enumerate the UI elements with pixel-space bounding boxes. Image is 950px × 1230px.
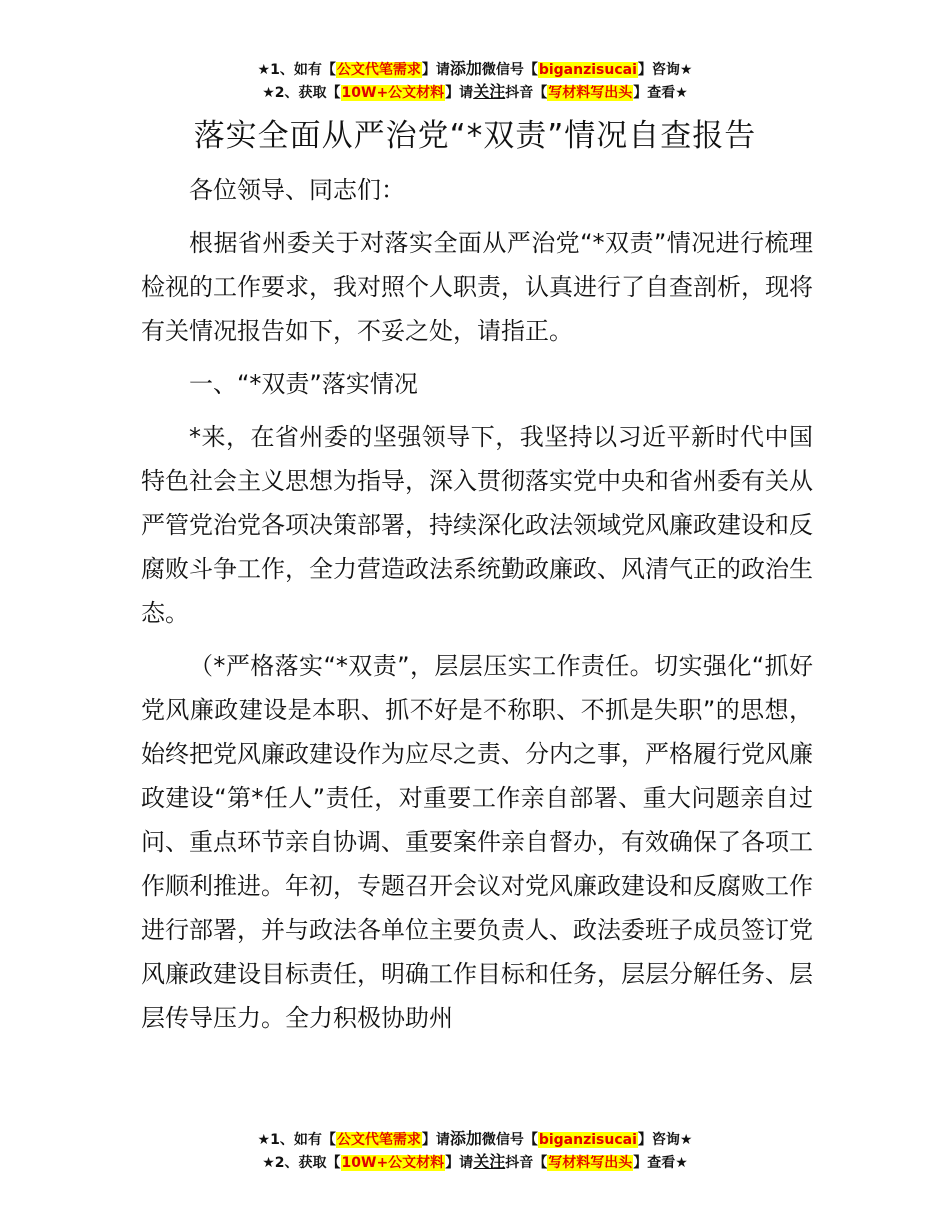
promo-douyin-account: 写材料写出头 <box>548 1155 633 1171</box>
star-icon: ★ <box>679 62 693 78</box>
section-heading: 一、“*双责”落实情况 <box>189 370 418 398</box>
promo-text: 微信号【 <box>481 1132 538 1148</box>
promo-text: 】请 <box>445 1155 474 1171</box>
promo-line-1 <box>0 58 950 81</box>
promo-wechat-id: biganzisucai <box>538 1132 637 1148</box>
promo-line-2 <box>0 1151 950 1174</box>
promo-line-2 <box>0 81 950 104</box>
promo-emphasis: 添加 <box>449 1129 482 1148</box>
promo-text: 1、如有【 <box>270 1132 336 1148</box>
promo-text: 】请 <box>421 1132 450 1148</box>
promo-text: 抖音【 <box>505 1155 548 1171</box>
promo-highlight: 10W+公文材料 <box>341 85 445 101</box>
promo-emphasis: 关注 <box>473 82 506 101</box>
paragraph-intro: 根据省州委关于对落实全面从严治党“*双责”情况进行梳理检视的工作要求，我对照个人职责，认真进行了自查剖析，现将有关情况报告如下，不妥之处，请指正。 <box>141 229 813 345</box>
promo-wechat-id: biganzisucai <box>538 62 637 78</box>
paragraph-overview: *来，在省州委的坚强领导下，我坚持以习近平新时代中国特色社会主义思想为指导，深入贯彻落实党中央和省州委有关从严管党治党各项决策部署，持续深化政法领域党风廉政建设和反腐败斗争工作，全力营造政法系统勤政廉政、风清气正的政治生态。 <box>141 423 813 627</box>
header-promo-banner <box>0 58 950 104</box>
promo-text: 微信号【 <box>481 62 538 78</box>
promo-text: 2、获取【 <box>274 85 341 101</box>
footer-promo-banner <box>0 1128 950 1174</box>
promo-text: 】请 <box>421 62 450 78</box>
star-icon: ★ <box>262 85 275 101</box>
promo-text: 1、如有【 <box>270 62 336 78</box>
promo-text: 】查看 <box>633 85 676 101</box>
promo-line-1 <box>0 1128 950 1151</box>
promo-text: 】查看 <box>633 1155 676 1171</box>
paragraph-responsibility: （*严格落实“*双责”，层层压实工作责任。切实强化“抓好党风廉政建设是本职、抓不好是不称职、不抓是失职”的思想，始终把党风廉政建设作为应尽之责、分内之事，严格履行党风廉政建设“第*任人”责任，对重要工作亲自部署、重大问题亲自过问、重点环节亲自协调、重要案件亲自督办，有效确保了各项工作顺利推进。年初，专题召开会议对党风廉政建设和反腐败工作进行部署，并与政法各单位主要负责人、政法委班子成员签订党风廉政建设目标责任，明确工作目标和任务，层层分解任务、层层传导压力。全力积极协助州 <box>141 652 813 1032</box>
star-icon: ★ <box>262 1155 275 1171</box>
promo-text: 】咨询 <box>637 62 680 78</box>
promo-text: 】咨询 <box>637 1132 680 1148</box>
promo-highlight: 公文代笔需求 <box>336 1132 421 1148</box>
document-body <box>141 168 813 1040</box>
document-title: 落实全面从严治党“*双责”情况自查报告 <box>193 118 757 154</box>
promo-text: 2、获取【 <box>274 1155 341 1171</box>
salutation: 各位领导、同志们： <box>189 176 405 204</box>
star-icon: ★ <box>257 62 271 78</box>
promo-douyin-account: 写材料写出头 <box>548 85 633 101</box>
star-icon: ★ <box>675 1155 688 1171</box>
promo-text: 抖音【 <box>505 85 548 101</box>
promo-text: 】请 <box>445 85 474 101</box>
promo-highlight: 公文代笔需求 <box>336 62 421 78</box>
star-icon: ★ <box>675 85 688 101</box>
promo-emphasis: 关注 <box>473 1152 506 1171</box>
star-icon: ★ <box>679 1132 693 1148</box>
promo-highlight: 10W+公文材料 <box>341 1155 445 1171</box>
promo-emphasis: 添加 <box>449 59 482 78</box>
star-icon: ★ <box>257 1132 271 1148</box>
